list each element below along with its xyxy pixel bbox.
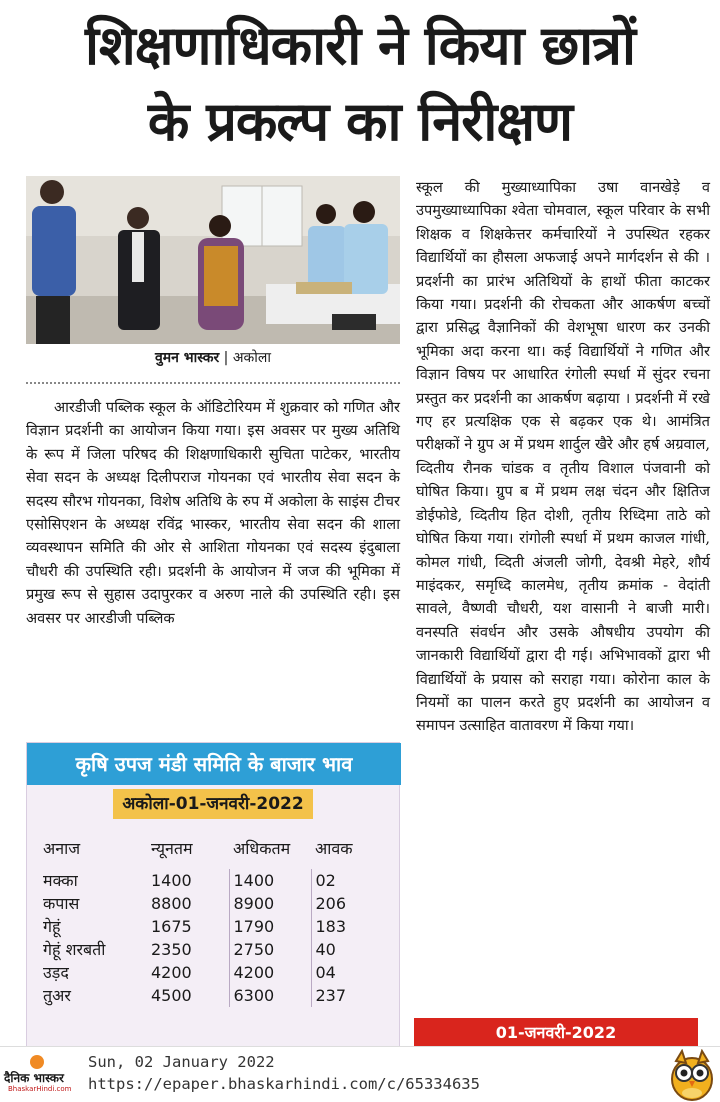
mandi-cell-arrival: 04 (311, 961, 389, 984)
logo-brand-text: दैनिक भास्कर (4, 1071, 64, 1085)
article-left-column (26, 396, 400, 630)
caption-separator: | (223, 350, 233, 366)
footer-url[interactable]: https://epaper.bhaskarhindi.com/c/65334635 (88, 1075, 480, 1093)
mandi-cell-arrival: 02 (311, 869, 389, 892)
mandi-cell-commodity: उड़द (43, 963, 69, 982)
mandi-cell-max: 1790 (229, 915, 311, 938)
mandi-cell-arrival: 183 (311, 915, 389, 938)
bottom-date-banner: 01-जनवरी-2022 (414, 1018, 698, 1048)
mandi-cell-min: 4200 (151, 963, 192, 982)
mandi-row (43, 869, 389, 892)
article-right-column (416, 176, 710, 738)
owl-icon (668, 1049, 716, 1101)
mandi-cell-arrival: 206 (311, 892, 389, 915)
mandi-cell-min: 1675 (151, 917, 192, 936)
photo-caption (26, 348, 400, 368)
dainik-bhaskar-logo[interactable] (4, 1055, 84, 1095)
sun-icon (30, 1055, 44, 1069)
mandi-cell-max: 8900 (229, 892, 311, 915)
mandi-row (43, 984, 389, 1007)
mandi-date: अकोला-01-जनवरी-2022 (113, 789, 313, 819)
mandi-header-min: न्यूनतम (151, 839, 193, 858)
dotted-divider (26, 382, 400, 384)
mandi-cell-max: 1400 (229, 869, 311, 892)
mandi-cell-commodity: कपास (43, 894, 80, 913)
caption-location: अकोला (232, 350, 272, 366)
article-right-text: स्कूल की मुख्याध्यापिका उषा वानखेड़े व उपमुख्याध्यापिका श्वेता चोमवाल, स्कूल परिवार के सभी शिक्षक व शिक्षकेत्तर कर्मचारियों ने उपस्थित रहकर विद्यार्थियों का हौसला अफजाई अपने मार्गदर्शन से की । प्रदर्शनी का प्रारंभ अतिथियों के हाथों फीता काटकर किया गया। प्रदर्शनी की रोचकता और आकर्षण बच्चों द्वारा प्रसिद्ध वैज्ञानिकों की वेशभूषा धारण कर उनकी भूमिका अदा करना था। कई विद्यार्थियों ने गणित और विज्ञान विषय पर आधारित रंगोली स्पर्धा में सुंदर रचना प्रस्तुत कर प्रदर्शनी का आकर्षण बढ़ाया । प्रदर्शनी में रखे गए हर प्रत्यक्षिक एक से बढ़कर एक थे। आमंत्रित परीक्षकों ने ग्रुप अ में प्रथम शार्दुल खैरे और हर्ष अग्रवाल, व्दितीय रौनक चांडक व तृतीय विशाल पंजवानी को घोषित किया। ग्रुप ब में प्रथम लक्ष चंदन और क्षितिज डोईफोडे, व्दितीय हित दोशी, तृतीय रिध्दिमा ताठे को घोषित किया गया। रांगोली स्पर्धा में प्रथम काजल गांधी, कोमल गांधी, व्दिती अंजली जोगी, देवश्री मेहरे, शौर्य माइंदकर, समृध्दि कालमेध, तृतीय क्रमांक - वेदांती सावले, वैष्णवी चौधरी, यश वासानी ने बाजी मारी। वनस्पति संवर्धन और उसके औषधीय उपयोग की जानकारी विद्यार्थियों द्वारा दी गई। अभिभावकों द्वारा भी विद्यार्थियों के प्रयास को सराहा गया। कोरोना काल के नियमों का पालन करते हुए प्रदर्शनी का आयोजन व समापन उत्साहित वातावरण में किया गया। (416, 179, 710, 735)
mandi-header-commodity: अनाज (43, 839, 81, 858)
mandi-price-table (43, 837, 389, 1007)
mandi-cell-max: 2750 (229, 938, 311, 961)
footer-meta (88, 1051, 480, 1095)
mandi-cell-min: 2350 (151, 940, 192, 959)
mandi-cell-commodity: गेहूं शरबती (43, 940, 106, 959)
mandi-row (43, 938, 389, 961)
epaper-footer (0, 1046, 720, 1102)
mandi-cell-arrival: 40 (311, 938, 389, 961)
headline (0, 8, 720, 160)
mandi-cell-min: 1400 (151, 871, 192, 890)
exhibition-photo-illustration (26, 176, 400, 344)
mandi-header-row (43, 837, 389, 869)
mandi-title: कृषि उपज मंडी समिति के बाजार भाव (27, 743, 401, 785)
mandi-price-box (26, 742, 400, 1050)
mandi-cell-commodity: गेहूं (43, 917, 61, 936)
mandi-cell-commodity: मक्का (43, 871, 78, 890)
mandi-header-arrival: आवक (315, 839, 353, 858)
article-left-text: आरडीजी पब्लिक स्कूल के ऑडिटोरियम में शुक्रवार को गणित और विज्ञान प्रदर्शनी का आयोजन किया गया। इस अवसर पर मुख्य अतिथि के रूप में जिला परिषद की शिक्षणाधिकारी सुचिता पाटेकर, भारतीय सेवा सदन के अध्यक्ष दिलीपराज गोयनका एवं भारतीय सेवा सदन के सदस्य सौरभ गोयनका, विशेष अतिथि के रुप में अकोला के साइंस टीचर एसोसिएशन के अध्यक्ष रविंद्र भास्कर, भारतीय सेवा सदन की शाला व्यवस्थापन समिति की ओर से आशिता गोयनका एवं सदस्य इंदुबाला चौधरी की उपस्थिति रही। प्रदर्शनी के आयोजन में जज की भूमिका में प्रमुख रूप से सुहास उदापुरकर व अरुण नाले की उपस्थिति रही। इस अवसर पर आरडीजी पब्लिक (26, 399, 400, 627)
mandi-cell-arrival: 237 (311, 984, 389, 1007)
mandi-header-max: अधिकतम (233, 839, 291, 858)
headline-line-2: के प्रकल्प का निरीक्षण (147, 90, 573, 153)
caption-source: वुमन भास्कर (154, 350, 220, 366)
mandi-cell-min: 4500 (151, 986, 192, 1005)
mandi-cell-max: 4200 (229, 961, 311, 984)
mandi-cell-commodity: तुअर (43, 986, 71, 1005)
headline-line-1: शिक्षणाधिकारी ने किया छात्रों (85, 14, 635, 77)
mandi-row (43, 961, 389, 984)
news-photo (26, 176, 400, 344)
mandi-row (43, 892, 389, 915)
mandi-row (43, 915, 389, 938)
footer-date: Sun, 02 January 2022 (88, 1053, 275, 1071)
mandi-cell-max: 6300 (229, 984, 311, 1007)
logo-sub-text: BhaskarHindi.com (8, 1085, 72, 1093)
mandi-cell-min: 8800 (151, 894, 192, 913)
